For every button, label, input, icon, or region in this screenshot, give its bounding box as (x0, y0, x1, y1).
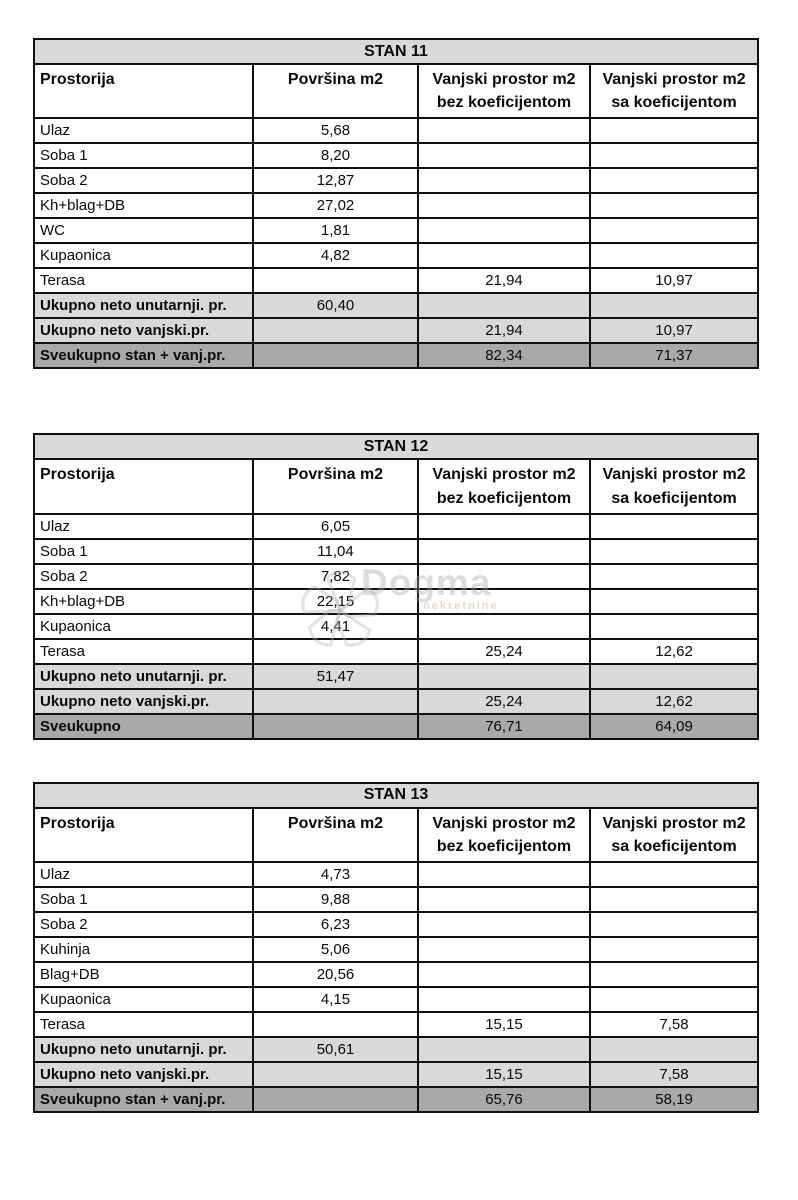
vanjski-sa-value (590, 987, 758, 1012)
col-header-vanjski-bez (418, 808, 590, 862)
row-label: Terasa (34, 639, 253, 664)
table-title: STAN 13 (34, 783, 758, 808)
col-header-vanjski-bez-line2: bez koeficijentom (436, 489, 572, 507)
povrsina-value: 5,06 (253, 937, 418, 962)
povrsina-value: 5,68 (253, 118, 418, 143)
vanjski-bez-value (418, 193, 590, 218)
povrsina-value: 60,40 (253, 293, 418, 318)
vanjski-bez-value: 82,34 (418, 343, 590, 368)
vanjski-bez-value (418, 887, 590, 912)
vanjski-bez-value: 21,94 (418, 268, 590, 293)
vanjski-sa-value (590, 1037, 758, 1062)
row-label: Ukupno neto unutarnji. pr. (34, 1037, 253, 1062)
row-label: Terasa (34, 1012, 253, 1037)
column-header-row (34, 808, 758, 862)
room-row (34, 589, 758, 614)
room-row (34, 962, 758, 987)
room-row (34, 143, 758, 168)
vanjski-sa-value (590, 664, 758, 689)
col-header-vanjski-bez-line1: Vanjski prostor m2 (432, 814, 576, 832)
col-header-prostorija: Prostorija (34, 808, 253, 862)
room-row (34, 912, 758, 937)
subtotal-row (34, 1062, 758, 1087)
vanjski-sa-value (590, 862, 758, 887)
vanjski-bez-value (418, 862, 590, 887)
room-row (34, 243, 758, 268)
row-label: Ulaz (34, 514, 253, 539)
povrsina-value (253, 714, 418, 739)
vanjski-sa-value: 12,62 (590, 639, 758, 664)
room-row (34, 118, 758, 143)
col-header-vanjski-sa (590, 64, 758, 118)
vanjski-sa-value: 7,58 (590, 1012, 758, 1037)
vanjski-bez-value (418, 168, 590, 193)
column-header-row (34, 459, 758, 513)
room-row (34, 268, 758, 293)
povrsina-value: 4,41 (253, 614, 418, 639)
row-label: Ukupno neto vanjski.pr. (34, 689, 253, 714)
stan-12-body (34, 514, 758, 739)
col-header-povrsina: Površina m2 (253, 808, 418, 862)
povrsina-value: 27,02 (253, 193, 418, 218)
stan-13-body (34, 862, 758, 1112)
vanjski-bez-value: 15,15 (418, 1012, 590, 1037)
vanjski-bez-value: 25,24 (418, 689, 590, 714)
stan-11-body (34, 118, 758, 368)
vanjski-sa-value: 10,97 (590, 318, 758, 343)
povrsina-value: 4,73 (253, 862, 418, 887)
vanjski-sa-value (590, 243, 758, 268)
table-title-row (34, 39, 758, 64)
row-label: Kh+blag+DB (34, 589, 253, 614)
row-label: Ukupno neto unutarnji. pr. (34, 664, 253, 689)
room-row (34, 218, 758, 243)
vanjski-bez-value: 65,76 (418, 1087, 590, 1112)
row-label: Ulaz (34, 118, 253, 143)
stan-13-table (33, 782, 759, 1113)
subtotal-row (34, 318, 758, 343)
row-label: Kh+blag+DB (34, 193, 253, 218)
povrsina-value: 51,47 (253, 664, 418, 689)
vanjski-bez-value (418, 143, 590, 168)
col-header-vanjski-sa (590, 459, 758, 513)
table-title-row (34, 783, 758, 808)
vanjski-bez-value (418, 912, 590, 937)
povrsina-value: 20,56 (253, 962, 418, 987)
povrsina-value (253, 1012, 418, 1037)
col-header-vanjski-sa (590, 808, 758, 862)
vanjski-sa-value (590, 193, 758, 218)
room-row (34, 614, 758, 639)
room-row (34, 539, 758, 564)
row-label: Soba 2 (34, 564, 253, 589)
row-label: Soba 1 (34, 143, 253, 168)
vanjski-bez-value (418, 293, 590, 318)
povrsina-value (253, 318, 418, 343)
col-header-vanjski-sa-line1: Vanjski prostor m2 (602, 814, 746, 832)
vanjski-bez-value: 15,15 (418, 1062, 590, 1087)
row-label: Sveukupno stan + vanj.pr. (34, 1087, 253, 1112)
vanjski-sa-value (590, 589, 758, 614)
vanjski-sa-value (590, 168, 758, 193)
col-header-vanjski-sa-line1: Vanjski prostor m2 (602, 466, 746, 484)
povrsina-value (253, 1062, 418, 1087)
col-header-prostorija: Prostorija (34, 459, 253, 513)
povrsina-value: 11,04 (253, 539, 418, 564)
vanjski-bez-value (418, 218, 590, 243)
vanjski-sa-value (590, 962, 758, 987)
room-row (34, 193, 758, 218)
row-label: Kupaonica (34, 987, 253, 1012)
vanjski-bez-value (418, 962, 590, 987)
col-header-vanjski-sa-line2: sa koeficijentom (611, 837, 737, 855)
column-header-row (34, 64, 758, 118)
vanjski-bez-value (418, 539, 590, 564)
row-label: Ulaz (34, 862, 253, 887)
room-row (34, 1012, 758, 1037)
table-title-row (34, 434, 758, 459)
subtotal-row (34, 293, 758, 318)
povrsina-value: 50,61 (253, 1037, 418, 1062)
vanjski-bez-value (418, 1037, 590, 1062)
vanjski-sa-value (590, 293, 758, 318)
vanjski-sa-value: 10,97 (590, 268, 758, 293)
col-header-vanjski-sa-line2: sa koeficijentom (611, 489, 737, 507)
row-label: Kupaonica (34, 243, 253, 268)
vanjski-bez-value (418, 118, 590, 143)
col-header-povrsina: Površina m2 (253, 64, 418, 118)
col-header-vanjski-bez-line2: bez koeficijentom (436, 94, 572, 112)
room-row (34, 987, 758, 1012)
subtotal-row (34, 689, 758, 714)
vanjski-sa-value (590, 118, 758, 143)
watermark-text: Dogma (361, 562, 492, 603)
vanjski-bez-value: 76,71 (418, 714, 590, 739)
total-row (34, 1087, 758, 1112)
row-label: Kuhinja (34, 937, 253, 962)
row-label: Soba 1 (34, 539, 253, 564)
col-header-vanjski-sa-line1: Vanjski prostor m2 (602, 71, 746, 88)
col-header-vanjski-bez-line1: Vanjski prostor m2 (432, 71, 576, 88)
vanjski-bez-value (418, 243, 590, 268)
room-row (34, 639, 758, 664)
row-label: Sveukupno stan + vanj.pr. (34, 343, 253, 368)
povrsina-value: 22,15 (253, 589, 418, 614)
vanjski-bez-value (418, 514, 590, 539)
col-header-vanjski-bez (418, 64, 590, 118)
vanjski-sa-value (590, 564, 758, 589)
row-label: Sveukupno (34, 714, 253, 739)
total-row (34, 714, 758, 739)
col-header-vanjski-bez (418, 459, 590, 513)
row-label: Ukupno neto vanjski.pr. (34, 1062, 253, 1087)
vanjski-sa-value (590, 937, 758, 962)
stan-11-table (33, 38, 759, 369)
povrsina-value: 12,87 (253, 168, 418, 193)
povrsina-value: 4,15 (253, 987, 418, 1012)
watermark-subtext: nekretnine (423, 600, 499, 612)
subtotal-row (34, 664, 758, 689)
vanjski-sa-value: 58,19 (590, 1087, 758, 1112)
vanjski-sa-value (590, 514, 758, 539)
vanjski-bez-value: 21,94 (418, 318, 590, 343)
total-row (34, 343, 758, 368)
row-label: Ukupno neto unutarnji. pr. (34, 293, 253, 318)
row-label: Soba 2 (34, 168, 253, 193)
row-label: Kupaonica (34, 614, 253, 639)
room-row (34, 887, 758, 912)
povrsina-value: 8,20 (253, 143, 418, 168)
table-title: STAN 11 (34, 39, 758, 64)
vanjski-bez-value (418, 987, 590, 1012)
vanjski-sa-value (590, 887, 758, 912)
povrsina-value (253, 1087, 418, 1112)
povrsina-value: 7,82 (253, 564, 418, 589)
row-label: Terasa (34, 268, 253, 293)
table-title: STAN 12 (34, 434, 758, 459)
vanjski-bez-value (418, 664, 590, 689)
vanjski-sa-value (590, 614, 758, 639)
room-row (34, 862, 758, 887)
povrsina-value (253, 689, 418, 714)
subtotal-row (34, 1037, 758, 1062)
vanjski-sa-value (590, 143, 758, 168)
room-row (34, 564, 758, 589)
povrsina-value: 6,05 (253, 514, 418, 539)
room-row (34, 514, 758, 539)
povrsina-value (253, 639, 418, 664)
vanjski-bez-value (418, 937, 590, 962)
col-header-povrsina: Površina m2 (253, 459, 418, 513)
room-row (34, 937, 758, 962)
vanjski-sa-value: 12,62 (590, 689, 758, 714)
povrsina-value: 4,82 (253, 243, 418, 268)
vanjski-sa-value (590, 539, 758, 564)
vanjski-sa-value (590, 218, 758, 243)
vanjski-sa-value: 71,37 (590, 343, 758, 368)
povrsina-value (253, 268, 418, 293)
col-header-vanjski-sa-line2: sa koeficijentom (611, 94, 737, 112)
vanjski-bez-value (418, 564, 590, 589)
row-label: Ukupno neto vanjski.pr. (34, 318, 253, 343)
col-header-prostorija: Prostorija (34, 64, 253, 118)
povrsina-value: 6,23 (253, 912, 418, 937)
row-label: Blag+DB (34, 962, 253, 987)
row-label: WC (34, 218, 253, 243)
vanjski-sa-value: 64,09 (590, 714, 758, 739)
vanjski-bez-value (418, 589, 590, 614)
col-header-vanjski-bez-line2: bez koeficijentom (436, 837, 572, 855)
povrsina-value: 1,81 (253, 218, 418, 243)
row-label: Soba 2 (34, 912, 253, 937)
col-header-vanjski-bez-line1: Vanjski prostor m2 (432, 466, 576, 484)
vanjski-bez-value (418, 614, 590, 639)
room-row (34, 168, 758, 193)
vanjski-bez-value: 25,24 (418, 639, 590, 664)
povrsina-value: 9,88 (253, 887, 418, 912)
vanjski-sa-value: 7,58 (590, 1062, 758, 1087)
povrsina-value (253, 343, 418, 368)
vanjski-sa-value (590, 912, 758, 937)
stan-12-table (33, 433, 759, 739)
row-label: Soba 1 (34, 887, 253, 912)
